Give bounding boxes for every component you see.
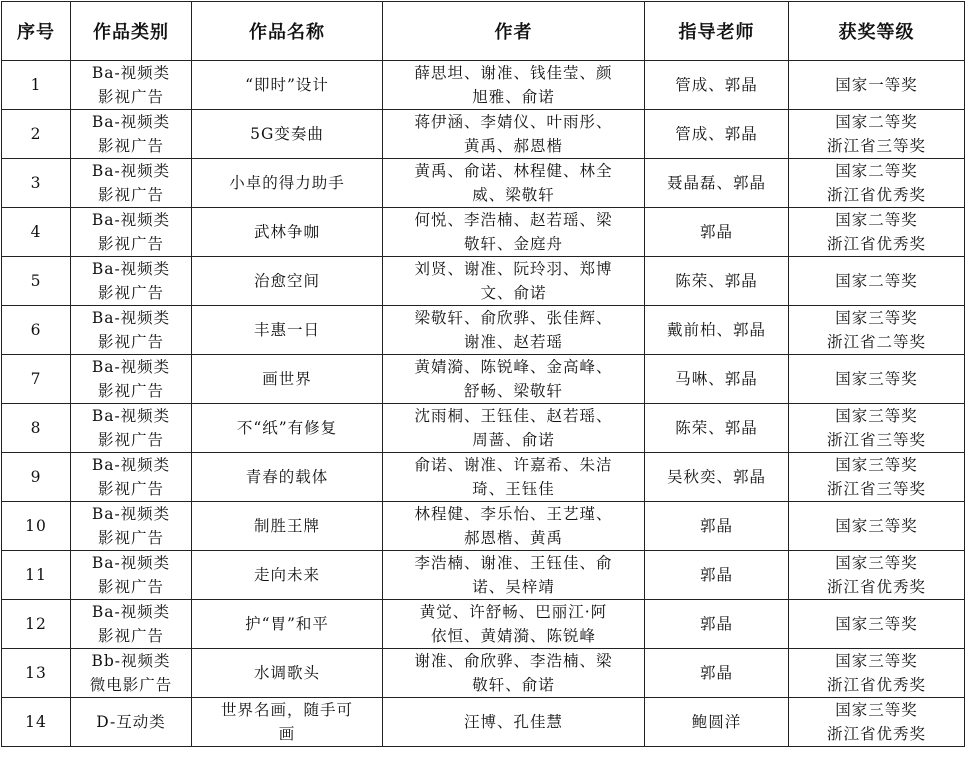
table-row	[2, 649, 965, 698]
cell-advisor	[645, 600, 789, 649]
cell-award-line: 浙江省优秀奖	[826, 235, 926, 253]
table-row	[2, 355, 965, 404]
cell-authors	[383, 61, 645, 110]
cell-advisor	[645, 208, 789, 257]
table-row	[2, 306, 965, 355]
cell-title-line: 不“纸”有修复	[236, 419, 338, 437]
cell-award-line: 国家三等奖	[835, 456, 918, 474]
cell-award-line: 浙江省优秀奖	[826, 676, 926, 694]
cell-category	[71, 502, 192, 551]
cell-category-line: Ba-视频类	[91, 554, 171, 572]
cell-authors-line: 周蔷、俞诺	[472, 431, 555, 449]
cell-category-line: 影视广告	[97, 480, 164, 498]
cell-award	[789, 61, 965, 110]
cell-category	[71, 404, 192, 453]
cell-category	[71, 159, 192, 208]
cell-award	[789, 208, 965, 257]
header-title: 作品名称	[192, 2, 383, 61]
cell-award	[789, 257, 965, 306]
table-row	[2, 257, 965, 306]
cell-authors-line: 敬轩、金庭舟	[463, 235, 563, 253]
cell-advisor	[645, 453, 789, 502]
cell-advisor-line: 管成、郭晶	[675, 76, 758, 94]
cell-category-line: 影视广告	[97, 333, 164, 351]
cell-award	[789, 649, 965, 698]
cell-title	[192, 306, 383, 355]
cell-seq: 7	[2, 355, 71, 404]
cell-award-line: 浙江省优秀奖	[826, 186, 926, 204]
cell-title-line: 小卓的得力助手	[229, 174, 345, 192]
cell-seq: 10	[2, 502, 71, 551]
cell-award	[789, 404, 965, 453]
cell-seq: 8	[2, 404, 71, 453]
cell-category-line: 影视广告	[97, 137, 164, 155]
cell-category	[71, 600, 192, 649]
cell-seq: 3	[2, 159, 71, 208]
cell-advisor-line: 马啉、郭晶	[675, 370, 758, 388]
cell-award-line: 浙江省优秀奖	[826, 578, 926, 596]
cell-advisor-line: 戴前柏、郭晶	[666, 321, 766, 339]
cell-title	[192, 649, 383, 698]
table-row	[2, 600, 965, 649]
cell-award-line: 浙江省二等奖	[826, 333, 926, 351]
cell-authors-line: 梁敬轩、俞欣骅、张佳辉、	[414, 309, 613, 327]
cell-category-line: 影视广告	[97, 186, 164, 204]
cell-category-line: 影视广告	[97, 382, 164, 400]
cell-title	[192, 453, 383, 502]
cell-advisor-line: 郭晶	[699, 615, 733, 633]
cell-category-line: Ba-视频类	[91, 407, 171, 425]
cell-authors	[383, 649, 645, 698]
table-row	[2, 208, 965, 257]
cell-advisor-line: 郭晶	[699, 223, 733, 241]
table-row	[2, 159, 965, 208]
cell-category-line: 影视广告	[97, 235, 164, 253]
cell-award-line: 国家三等奖	[835, 554, 918, 572]
cell-title	[192, 551, 383, 600]
cell-authors	[383, 159, 645, 208]
cell-category-line: Ba-视频类	[91, 113, 171, 131]
cell-category	[71, 698, 192, 747]
cell-category	[71, 110, 192, 159]
cell-authors-line: 黄婧漪、陈锐峰、金高峰、	[414, 358, 613, 376]
cell-authors-line: 谢准、俞欣骅、李浩楠、梁	[414, 652, 613, 670]
cell-authors-line: 黄觉、许舒畅、巴丽江·阿	[419, 603, 608, 621]
header-authors: 作者	[383, 2, 645, 61]
cell-authors-line: 刘贤、谢准、阮玲羽、郑博	[414, 260, 613, 278]
cell-award	[789, 159, 965, 208]
cell-advisor	[645, 110, 789, 159]
cell-award-line: 国家二等奖	[835, 272, 918, 290]
cell-advisor-line: 郭晶	[699, 664, 733, 682]
cell-authors-line: 依恒、黄婧漪、陈锐峰	[430, 627, 596, 645]
cell-category	[71, 355, 192, 404]
cell-award-line: 浙江省三等奖	[826, 480, 926, 498]
cell-award	[789, 600, 965, 649]
cell-seq: 11	[2, 551, 71, 600]
table-row	[2, 698, 965, 747]
header-row	[2, 2, 965, 61]
cell-seq: 4	[2, 208, 71, 257]
cell-category-line: Ba-视频类	[91, 505, 171, 523]
cell-title	[192, 355, 383, 404]
cell-seq: 6	[2, 306, 71, 355]
cell-title	[192, 600, 383, 649]
cell-category-line: 影视广告	[97, 578, 164, 596]
awards-table	[1, 1, 965, 747]
table-row	[2, 404, 965, 453]
cell-category	[71, 208, 192, 257]
cell-authors-line: 俞诺、谢准、许嘉希、朱洁	[414, 456, 613, 474]
cell-advisor	[645, 502, 789, 551]
cell-authors	[383, 355, 645, 404]
cell-authors-line: 郝恩楷、黄禹	[463, 529, 563, 547]
cell-advisor	[645, 649, 789, 698]
cell-award-line: 浙江省优秀奖	[826, 725, 926, 743]
header-category: 作品类别	[71, 2, 192, 61]
cell-seq: 12	[2, 600, 71, 649]
cell-award-line: 浙江省三等奖	[826, 137, 926, 155]
cell-authors-line: 威、梁敬轩	[472, 186, 555, 204]
cell-award-line: 国家二等奖	[835, 113, 918, 131]
cell-advisor-line: 郭晶	[699, 517, 733, 535]
cell-award	[789, 355, 965, 404]
cell-authors-line: 琦、王钰佳	[472, 480, 555, 498]
cell-award	[789, 698, 965, 747]
cell-advisor-line: 聂晶磊、郭晶	[666, 174, 766, 192]
cell-seq: 9	[2, 453, 71, 502]
cell-category-line: Ba-视频类	[91, 456, 171, 474]
cell-advisor	[645, 404, 789, 453]
cell-authors	[383, 306, 645, 355]
cell-advisor-line: 吴秋奕、郭晶	[666, 468, 766, 486]
cell-seq: 2	[2, 110, 71, 159]
cell-award-line: 国家三等奖	[835, 615, 918, 633]
cell-title	[192, 110, 383, 159]
cell-award-line: 浙江省三等奖	[826, 431, 926, 449]
cell-category-line: Ba-视频类	[91, 358, 171, 376]
cell-title	[192, 159, 383, 208]
cell-advisor-line: 郭晶	[699, 566, 733, 584]
cell-category-line: 影视广告	[97, 88, 164, 106]
cell-award-line: 国家一等奖	[835, 76, 918, 94]
cell-title	[192, 257, 383, 306]
cell-authors-line: 文、俞诺	[480, 284, 547, 302]
cell-category	[71, 61, 192, 110]
cell-title	[192, 698, 383, 747]
table-row	[2, 61, 965, 110]
cell-title-line: 5G变奏曲	[250, 125, 324, 143]
table-row	[2, 110, 965, 159]
cell-category-line: 微电影广告	[89, 676, 173, 694]
cell-category-line: Bb-视频类	[91, 652, 171, 670]
cell-title-line: 走向未来	[253, 566, 320, 584]
cell-authors-line: 舒畅、梁敬轩	[463, 382, 563, 400]
cell-award	[789, 306, 965, 355]
cell-authors	[383, 698, 645, 747]
cell-title	[192, 404, 383, 453]
cell-authors-line: 黄禹、郝恩楷	[463, 137, 563, 155]
cell-authors-line: 林程健、李乐怡、王艺瑾、	[414, 505, 613, 523]
cell-title-line: 画世界	[262, 370, 312, 388]
cell-award-line: 国家二等奖	[835, 162, 918, 180]
cell-category	[71, 453, 192, 502]
cell-authors	[383, 551, 645, 600]
header-award: 获奖等级	[789, 2, 965, 61]
cell-title-line: 水调歌头	[253, 664, 320, 682]
cell-title-line: 制胜王牌	[253, 517, 320, 535]
cell-category	[71, 306, 192, 355]
cell-authors	[383, 502, 645, 551]
cell-seq: 13	[2, 649, 71, 698]
cell-authors-line: 旭雅、俞诺	[472, 88, 555, 106]
cell-advisor	[645, 257, 789, 306]
table-row	[2, 502, 965, 551]
table-row	[2, 453, 965, 502]
cell-award-line: 国家三等奖	[835, 652, 918, 670]
cell-category-line: 影视广告	[97, 284, 164, 302]
cell-award-line: 国家三等奖	[835, 517, 918, 535]
cell-category-line: Ba-视频类	[91, 162, 171, 180]
cell-title-line: 世界名画，随手可	[220, 701, 353, 719]
cell-authors-line: 敬轩、俞诺	[472, 676, 555, 694]
cell-award-line: 国家三等奖	[835, 370, 918, 388]
cell-authors-line: 何悦、李浩楠、赵若瑶、梁	[414, 211, 613, 229]
cell-authors-line: 汪博、孔佳慧	[463, 713, 563, 731]
cell-award	[789, 453, 965, 502]
cell-title-line: 丰惠一日	[253, 321, 320, 339]
cell-category-line: Ba-视频类	[91, 211, 171, 229]
cell-advisor	[645, 306, 789, 355]
cell-authors	[383, 600, 645, 649]
cell-advisor-line: 鲍圆洋	[691, 713, 742, 731]
cell-award	[789, 551, 965, 600]
cell-authors-line: 薛思坦、谢准、钱佳莹、颜	[414, 64, 613, 82]
cell-authors-line: 诺、吴梓靖	[472, 578, 555, 596]
cell-category	[71, 551, 192, 600]
cell-title-line: 青春的载体	[245, 468, 329, 486]
cell-seq: 14	[2, 698, 71, 747]
cell-category-line: 影视广告	[97, 529, 164, 547]
cell-title-line: 画	[278, 725, 296, 743]
cell-category-line: Ba-视频类	[91, 64, 171, 82]
cell-category-line: 影视广告	[97, 627, 164, 645]
table-body	[2, 61, 965, 747]
cell-authors	[383, 404, 645, 453]
cell-category	[71, 257, 192, 306]
cell-authors	[383, 110, 645, 159]
cell-authors-line: 黄禹、俞诺、林程健、林全	[414, 162, 613, 180]
cell-category-line: Ba-视频类	[91, 603, 171, 621]
cell-advisor	[645, 355, 789, 404]
cell-award-line: 国家三等奖	[835, 309, 918, 327]
cell-advisor	[645, 159, 789, 208]
cell-award	[789, 502, 965, 551]
cell-authors-line: 蒋伊涵、李婧仪、叶雨彤、	[414, 113, 613, 131]
cell-authors	[383, 453, 645, 502]
cell-advisor-line: 陈荣、郭晶	[675, 419, 758, 437]
cell-category-line: Ba-视频类	[91, 309, 171, 327]
cell-category	[71, 649, 192, 698]
header-advisor: 指导老师	[645, 2, 789, 61]
header-seq: 序号	[2, 2, 71, 61]
cell-authors-line: 李浩楠、谢准、王钰佳、俞	[414, 554, 613, 572]
cell-seq: 1	[2, 61, 71, 110]
cell-category-line: D-互动类	[96, 713, 166, 731]
cell-category-line: 影视广告	[97, 431, 164, 449]
cell-advisor-line: 管成、郭晶	[675, 125, 758, 143]
cell-title	[192, 502, 383, 551]
cell-seq: 5	[2, 257, 71, 306]
table-row	[2, 551, 965, 600]
cell-title-line: 治愈空间	[253, 272, 320, 290]
cell-advisor	[645, 698, 789, 747]
cell-title-line: “即时”设计	[245, 76, 329, 94]
cell-award	[789, 110, 965, 159]
cell-award-line: 国家三等奖	[835, 701, 918, 719]
cell-authors	[383, 208, 645, 257]
cell-advisor	[645, 551, 789, 600]
cell-award-line: 国家三等奖	[835, 407, 918, 425]
cell-authors-line: 沈雨桐、王钰佳、赵若瑶、	[414, 407, 613, 425]
cell-title-line: 护“胃”和平	[245, 615, 329, 633]
cell-authors-line: 谢准、赵若瑶	[463, 333, 563, 351]
cell-authors	[383, 257, 645, 306]
cell-category-line: Ba-视频类	[91, 260, 171, 278]
cell-advisor-line: 陈荣、郭晶	[675, 272, 758, 290]
cell-title	[192, 61, 383, 110]
cell-title	[192, 208, 383, 257]
cell-award-line: 国家二等奖	[835, 211, 918, 229]
cell-title-line: 武林争咖	[253, 223, 320, 241]
cell-advisor	[645, 61, 789, 110]
